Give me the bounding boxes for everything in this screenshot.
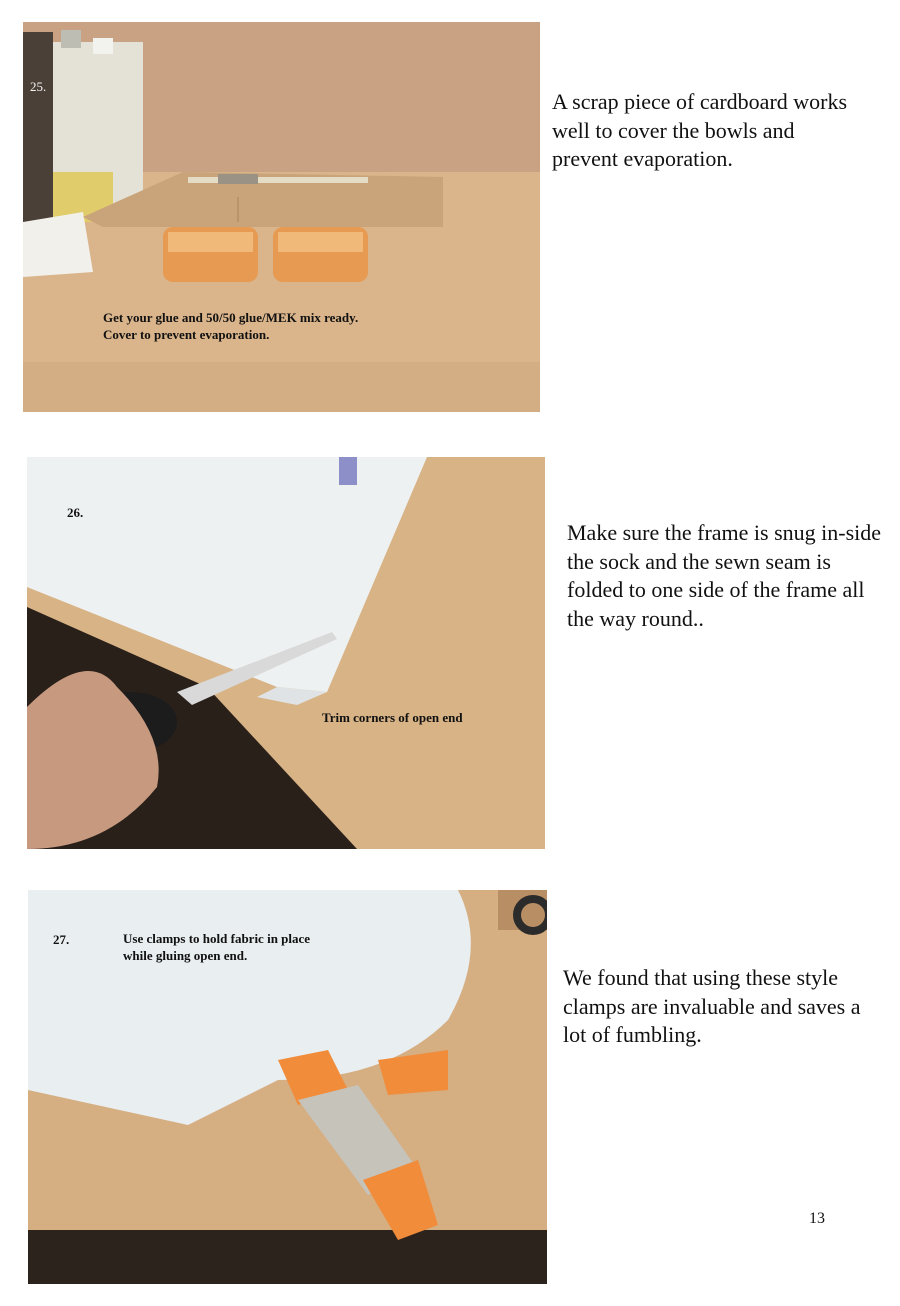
photo-caption-line: Use clamps to hold fabric in place (123, 931, 311, 946)
photo-caption-line: Get your glue and 50/50 glue/MEK mix ready. (103, 310, 359, 325)
step-number: 26. (67, 505, 84, 520)
photo-caption (103, 309, 358, 343)
scissors-trimming-image (27, 457, 545, 849)
photo-caption-line: while gluing open end. (123, 948, 248, 963)
page-number: 13 (809, 1210, 825, 1227)
step-27-description: We found that using these style clamps are invaluable and saves a lot of fumbling. (563, 965, 861, 1047)
step-25-photo (23, 22, 540, 412)
glue-bowls-image (23, 22, 540, 412)
photo-caption-line: Cover to prevent evaporation. (103, 327, 270, 342)
step-26-description: Make sure the frame is snug in-side the sock and the sewn seam is folded to one side of the frame all the way round.. (567, 520, 882, 631)
photo-caption (322, 709, 463, 726)
step-27-photo (28, 890, 547, 1284)
photo-caption (123, 930, 310, 964)
photo-caption-line: Trim corners of open end (322, 710, 463, 725)
step-26-photo (27, 457, 545, 849)
step-25-description: A scrap piece of cardboard works well to cover the bowls and prevent evaporation. (552, 89, 848, 171)
step-number: 27. (53, 932, 70, 947)
step-number: 25. (30, 79, 47, 94)
